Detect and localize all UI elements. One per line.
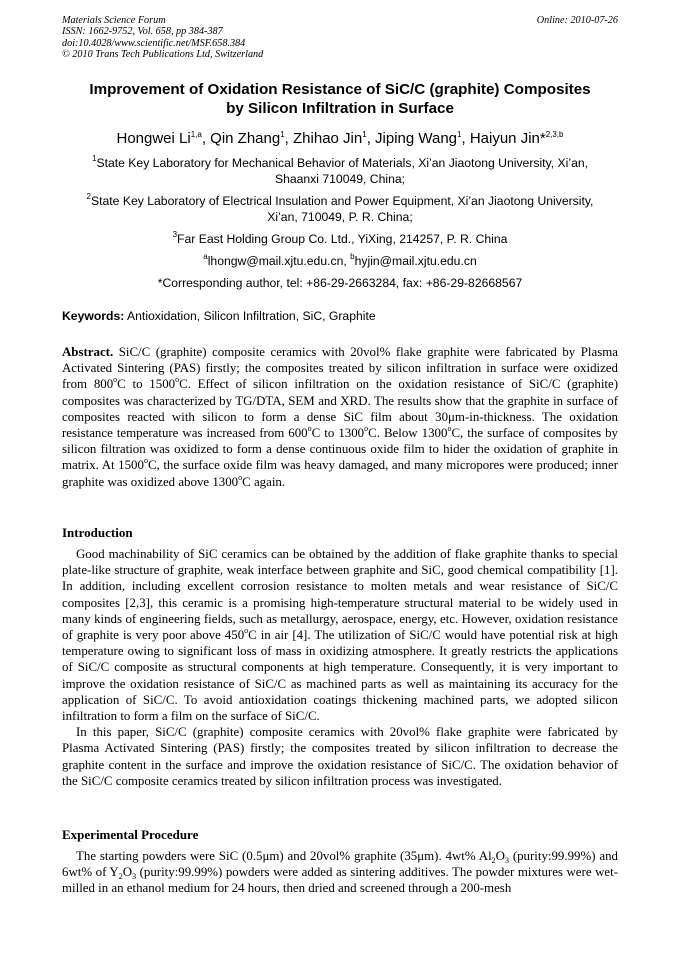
- author-name: Hongwei Li: [116, 130, 191, 147]
- author-affiliation-mark: 1: [457, 130, 462, 139]
- keywords-label: Keywords:: [62, 309, 125, 323]
- paragraph-text: C in air [4]. The utilization of SiC/C would have potential risk at high temperature owing to significant loss of mass in oxidizing atmosphere. It greatly restricts the applications of SiC/C composite as structural components at high temperature. Consequently, it is very important to improve the oxidation resistance of SiC/C as machined parts as well as maintaining its accuracy for the application of SiC/C. To avoid antioxidation coatings thickening machined parts, we adopted silicon infiltration to form a film on the surface of SiC/C.: [62, 628, 618, 724]
- copyright: © 2010 Trans Tech Publications Ltd, Switzerland: [62, 49, 264, 61]
- abstract-text: SiC/C (graphite) composite ceramics with 20vol% flake graphite were fabricated by Plasma Activated Sintering (PAS) firstly; the composites treated by silicon infiltration in surface were oxidized from 800: [62, 345, 618, 392]
- author-separator: ,: [284, 130, 294, 147]
- subscript: 2: [491, 856, 496, 865]
- email-mark: b: [350, 252, 355, 261]
- issn: ISSN: 1662-9752, Vol. 658, pp 384-387: [62, 26, 223, 38]
- author-separator: ,: [461, 130, 470, 147]
- degree-mark: o: [113, 375, 118, 385]
- email-address[interactable]: hyjin@mail.xjtu.edu.cn: [354, 254, 477, 268]
- doi: doi:10.4028/www.scientific.net/MSF.658.384: [62, 37, 246, 49]
- experimental-paragraph: [62, 848, 618, 897]
- abstract-paragraph: [62, 344, 618, 490]
- paragraph-text: O: [495, 849, 505, 863]
- degree-mark: o: [447, 424, 452, 434]
- author-list: [40, 130, 640, 148]
- abstract-text: C, the surface of composites by silicon filtration was oxidized to form a dense continuous oxide film to hider the oxidation of graphite in matrix. At 1500: [62, 426, 619, 473]
- affiliation-mark: 1: [91, 154, 97, 163]
- email-mark: a: [203, 252, 208, 261]
- title-line-2: by Silicon Infiltration in Surface: [226, 100, 454, 117]
- affiliation-mark: 2: [86, 192, 91, 201]
- introduction-heading: Introduction: [62, 525, 133, 540]
- paragraph-text: Good machinability of SiC ceramics can be obtained by the addition of flake graphite thanks to special plate-like structure of graphite, weak interface between graphite and SiC, good chemical compatibility [1]. In addition, including excellent corrosion resistance to molten metals and wear resistance of SiC/C composites [2,3], this ceramic is a promising high-temperature structural material to be widely used in many kinds of engineering fields, such as metallurgy, aerospace, energy, etc. However, oxidation resistance of graphite is very poor above 450: [62, 547, 618, 643]
- keywords-text: Antioxidation, Silicon Infiltration, SiC, Graphite: [124, 309, 376, 323]
- author: [470, 130, 564, 147]
- author-name: Jiping Wang: [375, 130, 458, 147]
- author-separator: ,: [201, 130, 211, 147]
- affiliation-text: Xi’an, 710049, P. R. China;: [267, 210, 413, 224]
- author-affiliation-mark: 1: [280, 130, 285, 139]
- online-date: Online: 2010-07-26: [536, 15, 618, 26]
- author-affiliation-mark: 1,a: [190, 130, 202, 139]
- author: [116, 130, 210, 147]
- abstract: [62, 344, 618, 490]
- paragraph-text: (purity:99.99%) powders were added as sintering additives. The powder mixtures were wet-milled in an ethanol medium for 24 hours, then dried and screened through a 200-mesh: [62, 865, 618, 896]
- affiliation-3: [60, 231, 620, 247]
- author-name: Qin Zhang: [210, 130, 281, 147]
- author-name: Haiyun Jin*: [469, 130, 546, 147]
- title-line-1: Improvement of Oxidation Resistance of SiC/C (graphite) Composites: [89, 81, 591, 98]
- author-separator: ,: [366, 130, 376, 147]
- email-address[interactable]: lhongw@mail.xjtu.edu.cn,: [207, 254, 351, 268]
- degree-mark: o: [175, 375, 180, 385]
- abstract-text: C to 1500: [117, 377, 176, 392]
- abstract-text: C again.: [242, 474, 286, 489]
- affiliation-text: State Key Laboratory of Electrical Insulation and Power Equipment, Xi’an Jiaotong University,: [91, 194, 594, 208]
- affiliation-2: [60, 193, 620, 225]
- affiliation-mark: 3: [172, 230, 178, 239]
- affiliations: [60, 155, 620, 291]
- author: [210, 130, 293, 147]
- abstract-text: C to 1300: [311, 426, 365, 441]
- email-line: [60, 253, 620, 269]
- intro-paragraph-2: In this paper, SiC/C (graphite) composite ceramics with 20vol% flake graphite were fabricated by Plasma Activated Sintering (PAS) firstly; the composites treated by silicon infiltration to decrease the graphite content in the surface and improve the oxidation resistance of SiC/C. The oxidation behavior of the SiC/C composite ceramics treated by silicon infiltration process was investigated.: [62, 725, 618, 788]
- paragraph-text: (purity:99.99%) and 6wt% of Y: [62, 849, 618, 880]
- degree-mark: o: [238, 472, 243, 482]
- affiliation-text: Far East Holding Group Co. Ltd., YiXing, 214257, P. R. China: [177, 232, 508, 246]
- affiliation-1: [60, 155, 620, 187]
- keywords: [62, 308, 618, 324]
- author: [375, 130, 470, 147]
- paper-title: [62, 80, 618, 118]
- author-affiliation-mark: 1: [362, 130, 367, 139]
- abstract-text: C. Below 1300: [368, 426, 448, 441]
- subscript: 3: [132, 872, 137, 882]
- corresponding-author: *Corresponding author, tel: +86-29-2663284, fax: +86-29-82668567: [157, 276, 523, 290]
- introduction-body: [62, 546, 618, 789]
- abstract-text: C. Effect of silicon infiltration on the oxidation resistance of SiC/C (graphite) composites was characterized by TG/DTA, SEM and XRD. The results show that the graphite in surface of composites reacted with silicon to form a dense SiC film about 30μm-in-thickness. The oxidation resistance temperature was increased from 600: [62, 377, 618, 441]
- journal-header: [62, 15, 618, 61]
- intro-paragraph-1: [62, 546, 618, 724]
- paragraph-text: O: [122, 865, 133, 880]
- author-name: Zhihao Jin: [293, 130, 363, 147]
- journal-name: Materials Science Forum: [62, 15, 166, 26]
- degree-mark: o: [244, 626, 249, 636]
- paragraph-text: The starting powders were SiC (0.5μm) and 20vol% graphite (35μm). 4wt% Al: [76, 849, 492, 863]
- experimental-body: [62, 848, 618, 897]
- author-affiliation-mark: 2,3,b: [545, 130, 564, 139]
- degree-mark: o: [143, 456, 148, 466]
- abstract-label: Abstract.: [62, 345, 114, 359]
- experimental-heading: Experimental Procedure: [62, 827, 199, 842]
- author: [293, 130, 375, 147]
- degree-mark: o: [364, 424, 369, 434]
- abstract-text: C, the surface oxide film was heavy damaged, and many micropores were produced; inner graphite was oxidized above 1300: [62, 458, 619, 489]
- subscript: 3: [504, 856, 509, 865]
- affiliation-text: State Key Laboratory for Mechanical Behavior of Materials, Xi’an Jiaotong University, Xi’an,: [96, 156, 589, 170]
- subscript: 2: [118, 872, 123, 882]
- affiliation-text: Shaanxi 710049, China;: [274, 172, 406, 186]
- degree-mark: o: [307, 424, 312, 434]
